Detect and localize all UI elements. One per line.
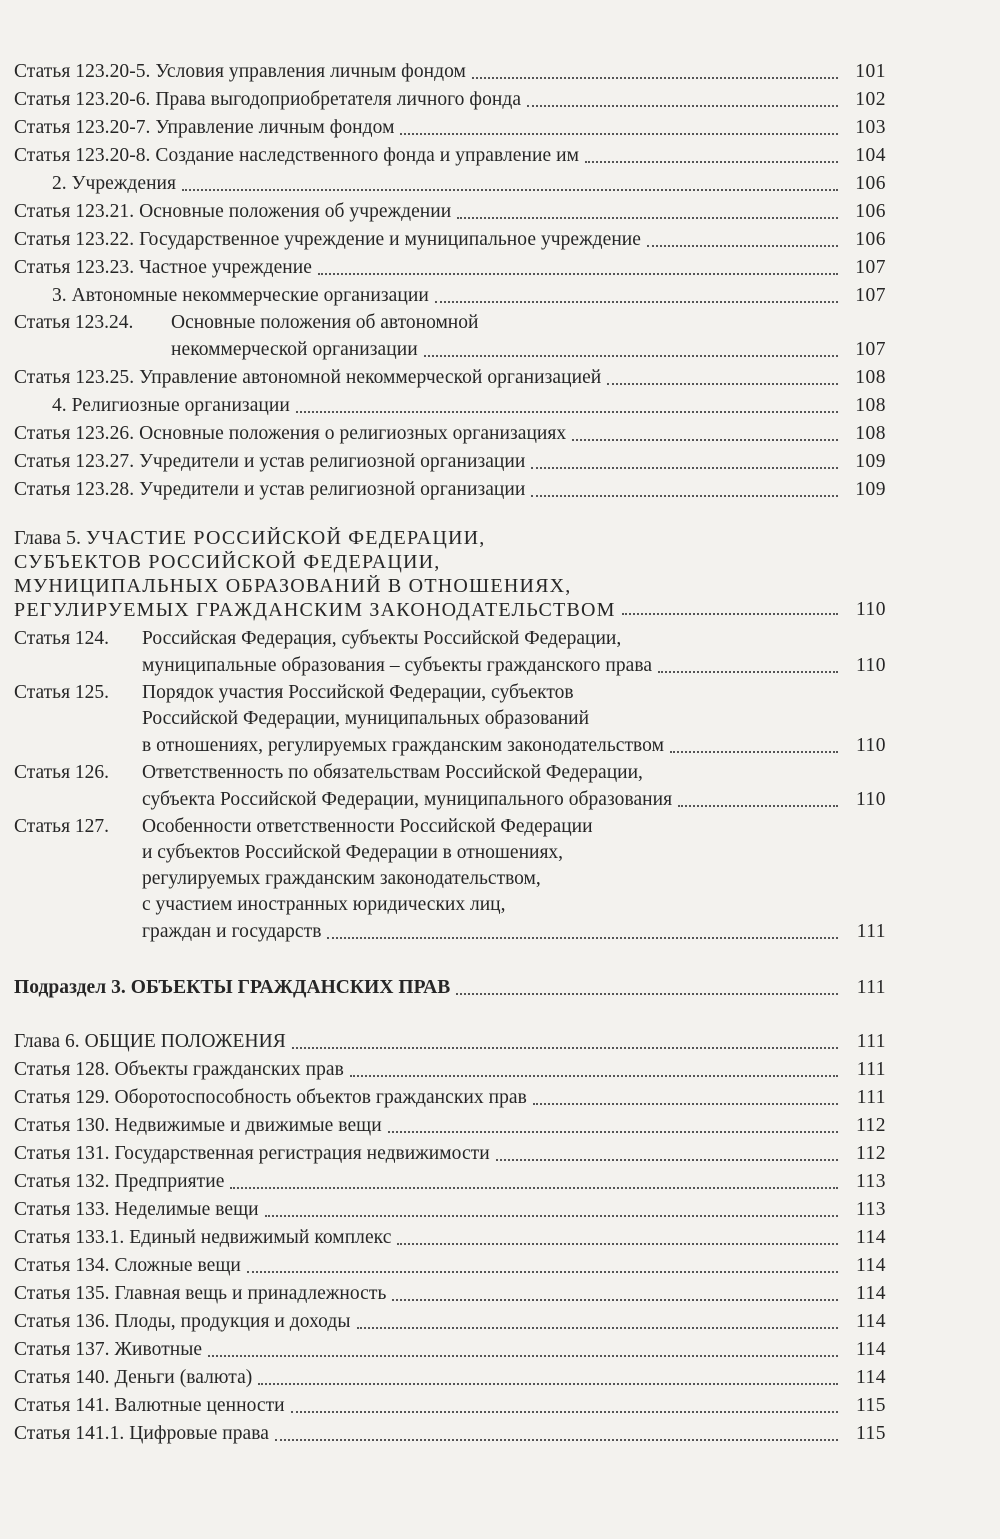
toc-entry-multiline[interactable]: Статья 123.24. Основные положения об автономной некоммерческой организации 107: [14, 310, 886, 364]
leader-dots: [182, 189, 838, 191]
page-number: 114: [855, 1283, 886, 1304]
toc-entry[interactable]: Статья 135. Главная вещь и принадлежность 114: [14, 1280, 886, 1308]
leader-dots: [472, 77, 838, 79]
toc-group-institutions[interactable]: 2. Учреждения 106: [14, 170, 886, 198]
page-number: 110: [855, 735, 886, 756]
page-number: 114: [855, 1255, 886, 1276]
toc-entry[interactable]: Статья 123.20-7. Управление личным фондом 103: [14, 114, 886, 142]
page-number: 111: [856, 1087, 886, 1108]
toc-entry[interactable]: Статья 140. Деньги (валюта) 114: [14, 1364, 886, 1392]
leader-dots: [230, 1187, 838, 1189]
toc-entry[interactable]: Статья 137. Животные 114: [14, 1336, 886, 1364]
leader-dots: [318, 273, 838, 275]
page-number: 114: [855, 1367, 886, 1388]
toc-chapter-5[interactable]: Глава 5. УЧАСТИЕ РОССИЙСКОЙ ФЕДЕРАЦИИ, СУБЪЕКТОВ РОССИЙСКОЙ ФЕДЕРАЦИИ, МУНИЦИПАЛЬНЫХ ОБРАЗОВАНИЙ В ОТНОШЕНИЯХ, РЕГУЛИРУЕМЫХ ГРАЖДАНСКИМ ЗАКОНОДАТЕЛЬСТВОМ 110: [14, 527, 886, 621]
toc-chapter-6[interactable]: Глава 6. ОБЩИЕ ПОЛОЖЕНИЯ 111: [14, 1028, 886, 1056]
toc-entry[interactable]: Статья 123.27. Учредители и устав религиозной организации 109: [14, 448, 886, 476]
toc-entry[interactable]: Статья 136. Плоды, продукция и доходы 114: [14, 1308, 886, 1336]
toc-entry[interactable]: Статья 123.26. Основные положения о религиозных организациях 108: [14, 420, 886, 448]
toc-entry[interactable]: Статья 123.28. Учредители и устав религиозной организации 109: [14, 476, 886, 504]
leader-dots: [397, 1243, 838, 1245]
toc-entry-multiline[interactable]: Статья 125. Порядок участия Российской Федерации, субъектов Российской Федерации, муниципальных образований в отношениях, регулируемых гражданским законодательством 110: [14, 680, 886, 760]
leader-dots: [457, 217, 838, 219]
page-number: 113: [855, 1199, 886, 1220]
leader-dots: [350, 1075, 838, 1077]
leader-dots: [647, 245, 838, 247]
toc-entry[interactable]: Статья 123.20-5. Условия управления личным фондом 101: [14, 58, 886, 86]
leader-dots: [424, 355, 838, 357]
table-of-contents: [14, 58, 886, 1448]
page-number: 111: [856, 977, 886, 998]
toc-entry[interactable]: Статья 134. Сложные вещи 114: [14, 1252, 886, 1280]
page-number: 111: [856, 1059, 886, 1080]
leader-dots: [208, 1355, 838, 1357]
toc-entry[interactable]: Статья 123.25. Управление автономной некоммерческой организацией 108: [14, 364, 886, 392]
leader-dots: [392, 1299, 838, 1301]
page-number: 109: [855, 479, 886, 500]
page-number: 102: [855, 89, 886, 110]
leader-dots: [527, 105, 838, 107]
toc-entry[interactable]: Статья 129. Оборотоспособность объектов гражданских прав 111: [14, 1084, 886, 1112]
leader-dots: [622, 613, 838, 615]
toc-group-autonomous[interactable]: 3. Автономные некоммерческие организации 107: [14, 282, 886, 310]
toc-entry-multiline[interactable]: Статья 126. Ответственность по обязательствам Российской Федерации, субъекта Российской Федерации, муниципального образования 110: [14, 760, 886, 814]
toc-entry[interactable]: Статья 130. Недвижимые и движимые вещи 112: [14, 1112, 886, 1140]
page-number: 107: [855, 339, 886, 360]
page-number: 110: [855, 655, 886, 676]
page-number: 110: [855, 599, 886, 620]
page-number: 113: [855, 1171, 886, 1192]
toc-entry[interactable]: Статья 133.1. Единый недвижимый комплекс 114: [14, 1224, 886, 1252]
page-number: 103: [855, 117, 886, 138]
toc-entry[interactable]: Статья 133. Неделимые вещи 113: [14, 1196, 886, 1224]
leader-dots: [327, 937, 838, 939]
page-number: 115: [855, 1395, 886, 1416]
toc-entry[interactable]: Статья 123.23. Частное учреждение 107: [14, 254, 886, 282]
leader-dots: [533, 1103, 838, 1105]
leader-dots: [670, 751, 838, 753]
toc-subsection-3[interactable]: Подраздел 3. ОБЪЕКТЫ ГРАЖДАНСКИХ ПРАВ 111: [14, 974, 886, 1002]
toc-entry[interactable]: Статья 132. Предприятие 113: [14, 1168, 886, 1196]
toc-entry[interactable]: Статья 141.1. Цифровые права 115: [14, 1420, 886, 1448]
leader-dots: [531, 467, 838, 469]
page-number: 114: [855, 1311, 886, 1332]
leader-dots: [572, 439, 838, 441]
page-number: 115: [855, 1423, 886, 1444]
leader-dots: [357, 1327, 838, 1329]
page-number: 111: [856, 1031, 886, 1052]
leader-dots: [292, 1047, 838, 1049]
toc-entry[interactable]: Статья 128. Объекты гражданских прав 111: [14, 1056, 886, 1084]
page-number: 114: [855, 1227, 886, 1248]
toc-entry[interactable]: Статья 123.20-8. Создание наследственного фонда и управление им 104: [14, 142, 886, 170]
page-number: 112: [855, 1143, 886, 1164]
page-number: 107: [855, 285, 886, 306]
page-number: 106: [855, 173, 886, 194]
leader-dots: [258, 1383, 838, 1385]
page-number: 114: [855, 1339, 886, 1360]
toc-entry[interactable]: Статья 123.21. Основные положения об учреждении 106: [14, 198, 886, 226]
leader-dots: [658, 671, 838, 673]
toc-group-religious[interactable]: 4. Религиозные организации 108: [14, 392, 886, 420]
toc-entry-multiline[interactable]: Статья 124. Российская Федерация, субъекты Российской Федерации, муниципальные образования – субъекты гражданского права 110: [14, 626, 886, 680]
leader-dots: [291, 1411, 838, 1413]
page-number: 106: [855, 229, 886, 250]
leader-dots: [531, 495, 838, 497]
page-number: 112: [855, 1115, 886, 1136]
toc-entry[interactable]: Статья 123.20-6. Права выгодоприобретателя личного фонда 102: [14, 86, 886, 114]
page-number: 109: [855, 451, 886, 472]
leader-dots: [456, 993, 838, 995]
page-number: 106: [855, 201, 886, 222]
page-number: 111: [856, 921, 886, 942]
toc-entry[interactable]: Статья 131. Государственная регистрация недвижимости 112: [14, 1140, 886, 1168]
page-number: 107: [855, 257, 886, 278]
leader-dots: [265, 1215, 838, 1217]
leader-dots: [607, 383, 838, 385]
leader-dots: [247, 1271, 838, 1273]
page-number: 104: [855, 145, 886, 166]
toc-entry[interactable]: Статья 123.22. Государственное учреждение и муниципальное учреждение 106: [14, 226, 886, 254]
leader-dots: [388, 1131, 838, 1133]
toc-entry[interactable]: Статья 141. Валютные ценности 115: [14, 1392, 886, 1420]
page-number: 108: [855, 395, 886, 416]
page-number: 101: [855, 61, 886, 82]
leader-dots: [275, 1439, 838, 1441]
page-number: 108: [855, 423, 886, 444]
page-number: 110: [855, 789, 886, 810]
toc-entry-multiline[interactable]: Статья 127. Особенности ответственности Российской Федерации и субъектов Российской Федерации в отношениях, регулируемых гражданским законодательством, с участием иностранных юридических лиц, граждан и государств 111: [14, 814, 886, 946]
leader-dots: [585, 161, 838, 163]
leader-dots: [296, 411, 838, 413]
leader-dots: [496, 1159, 838, 1161]
page-number: 108: [855, 367, 886, 388]
leader-dots: [400, 133, 838, 135]
leader-dots: [435, 301, 838, 303]
leader-dots: [678, 805, 838, 807]
